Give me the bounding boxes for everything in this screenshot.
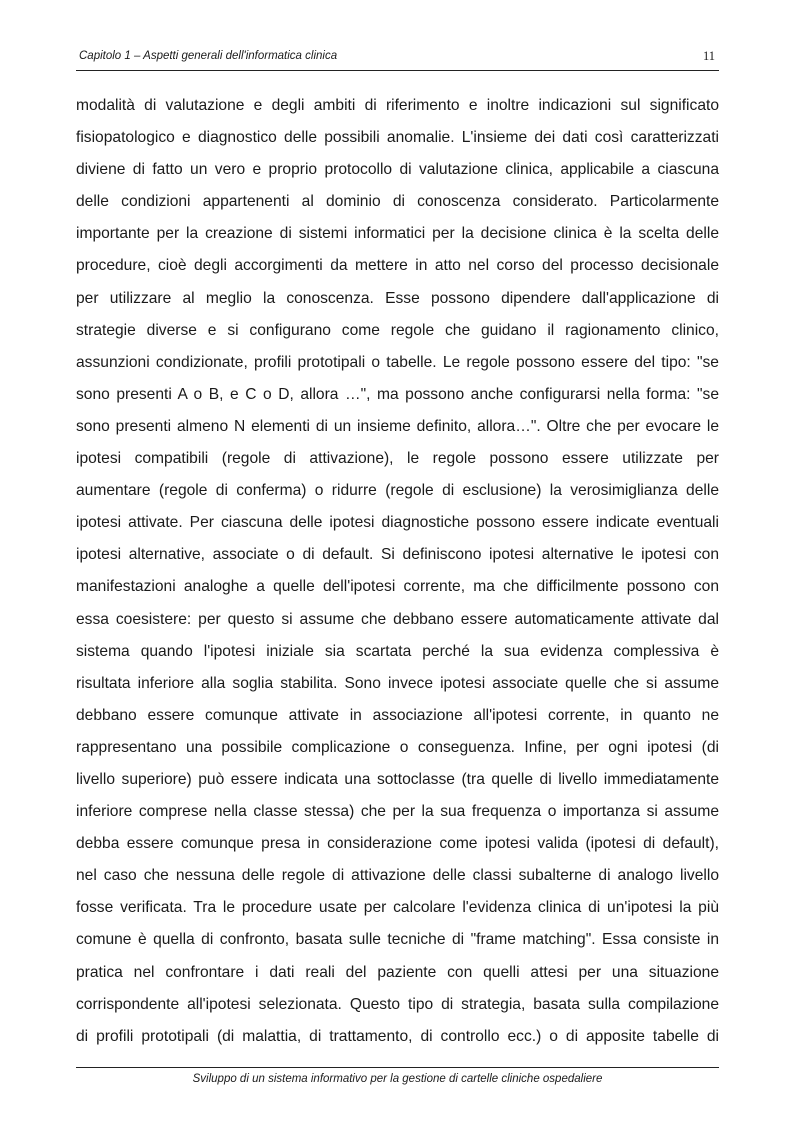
text-line: ipotesi compatibili (regole di attivazione), le regole possono essere utilizzate per xyxy=(76,450,719,468)
text-line: ipotesi attivate. Per ciascuna delle ipotesi diagnostiche possono essere indicate eventuali xyxy=(76,514,719,532)
text-line: strategie diverse e si configurano come regole che guidano il ragionamento clinico, xyxy=(76,321,719,339)
text-line: corrispondente all'ipotesi selezionata. Questo tipo di strategia, basata sulla compilazione xyxy=(76,995,719,1013)
text-line: per utilizzare al meglio la conoscenza. Esse possono dipendere dall'applicazione di xyxy=(76,289,719,307)
text-line: assunzioni condizionate, profili prototipali o tabelle. Le regole possono essere del tipo: "se xyxy=(76,353,719,371)
footer-title: Sviluppo di un sistema informativo per la gestione di cartelle cliniche ospedaliere xyxy=(192,1073,603,1085)
text-line: comune è quella di confronto, basata sulle tecniche di "frame matching". Essa consiste in xyxy=(76,931,719,949)
text-line: inferiore comprese nella classe stessa) che per la sua frequenza o importanza si assume xyxy=(76,803,719,821)
text-line: sono presenti A o B, e C o D, allora …", ma possono anche configurarsi nella forma: "se xyxy=(76,385,719,403)
text-line: essa coesistere: per questo si assume che debbano essere automaticamente attivate dal xyxy=(76,610,719,628)
text-line: sono presenti almeno N elementi di un insieme definito, allora…". Oltre che per evocare le xyxy=(76,417,719,435)
text-line: risultata inferiore alla soglia stabilita. Sono invece ipotesi associate quelle che si assume xyxy=(76,674,719,692)
text-line: importante per la creazione di sistemi informatici per la decisione clinica è la scelta delle xyxy=(76,225,719,243)
text-line: di profili prototipali (di malattia, di trattamento, di controllo ecc.) o di apposite tabelle di xyxy=(76,1027,719,1045)
text-line: rappresentano una possibile complicazione o conseguenza. Infine, per ogni ipotesi (di xyxy=(76,738,719,756)
text-line: fisiopatologico e diagnostico delle possibili anomalie. L'insieme dei dati così caratterizzati xyxy=(76,129,719,147)
text-line: procedure, cioè degli accorgimenti da mettere in atto nel corso del processo decisionale xyxy=(76,257,719,275)
text-line: aumentare (regole di conferma) o ridurre (regole di esclusione) la verosimiglianza delle xyxy=(76,482,719,500)
text-line: fosse verificata. Tra le procedure usate per calcolare l'evidenza clinica di un'ipotesi la più xyxy=(76,899,719,917)
text-line: pratica nel confrontare i dati reali del paziente con quelli attesi per una situazione xyxy=(76,963,719,981)
text-line: debba essere comunque presa in considerazione come ipotesi valida (ipotesi di default), xyxy=(76,835,719,853)
text-line: diviene di fatto un vero e proprio protocollo di valutazione clinica, applicabile a ciascuna xyxy=(76,161,719,179)
page-header xyxy=(76,48,719,71)
body-paragraph xyxy=(76,90,719,1053)
text-line: manifestazioni analoghe a quelle dell'ipotesi corrente, ma che difficilmente possono con xyxy=(76,578,719,596)
text-line: nel caso che nessuna delle regole di attivazione delle classi subalterne di analogo livello xyxy=(76,867,719,885)
text-line: debbano essere comunque attivate in associazione all'ipotesi corrente, in quanto ne xyxy=(76,706,719,724)
text-line: ipotesi alternative, associate o di default. Si definiscono ipotesi alternative le ipotesi con xyxy=(76,546,719,564)
chapter-title: Capitolo 1 – Aspetti generali dell'informatica clinica xyxy=(79,50,338,62)
text-line: modalità di valutazione e degli ambiti di riferimento e inoltre indicazioni sul significato xyxy=(76,97,719,114)
text-line: sistema quando l'ipotesi iniziale sia scartata perché la sua evidenza complessiva è xyxy=(76,642,719,660)
text-line: livello superiore) può essere indicata una sottoclasse (tra quelle di livello immediatamente xyxy=(76,770,719,788)
page-number: 11 xyxy=(702,49,715,63)
text-line: delle condizioni appartenenti al dominio di conoscenza considerato. Particolarmente xyxy=(76,193,719,211)
page-footer xyxy=(76,1067,719,1087)
